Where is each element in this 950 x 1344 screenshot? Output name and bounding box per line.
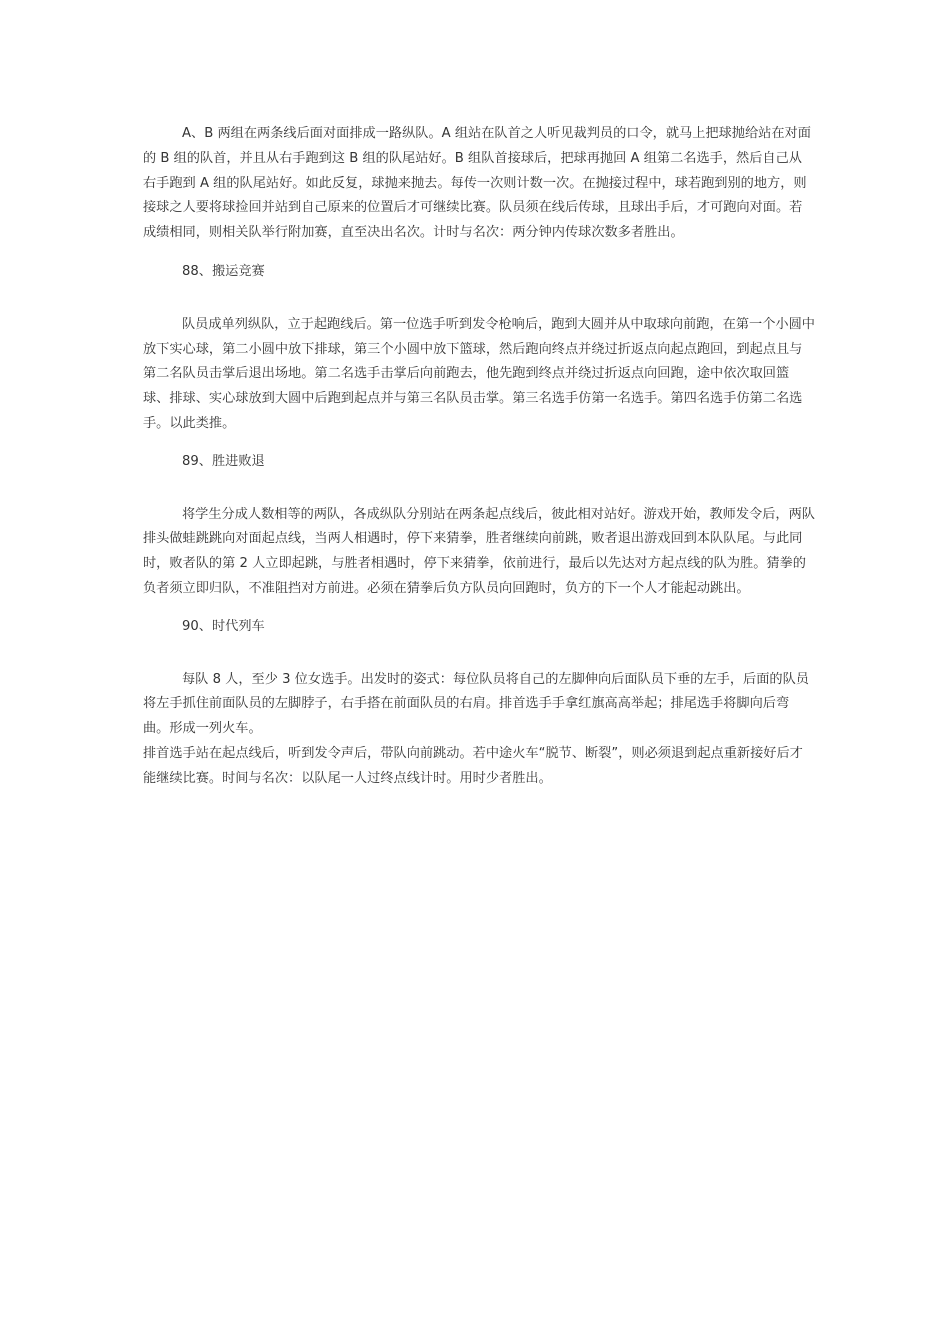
section-heading-89: 89、胜进败退 bbox=[182, 453, 265, 469]
paragraph-relay-throw: A、B 两组在两条线后面对面排成一路纵队。A 组站在队首之人听见裁判员的口令，就马上把球抛给站在对面的 B 组的队首，并且从右手跑到这 B 组的队尾站好。B 组队首接球后，把球再抛回 A 组第二名选手，然后自己从右手跑到 A 组的队尾站好。如此反复，球抛来抛去。每传一次则计数一次。在抛接过程中，球若跑到别的地方，则接球之人要将球捡回并站到自己原来的位置后才可继续比赛。队员须在线后传球，且球出手后，才可跑向对面。若成绩相同，则相关队举行附加赛，直至决出名次。计时与名次：两分钟内传球次数多者胜出。 bbox=[143, 126, 811, 241]
paragraph-carry-race: 队员成单列纵队，立于起跑线后。第一位选手听到发令枪响后，跑到大圆并从中取球向前跑，在第一个小圆中放下实心球，第二小圆中放下排球，第三个小圆中放下篮球，然后跑向终点并绕过折返点向起点跑回，到起点且与第二名队员击掌后退出场地。第二名选手击掌后向前跑去，他先跑到终点并绕过折返点向回跑，途中依次取回篮球、排球、实心球放到大圆中后跑到起点并与第三名队员击掌。第三名选手仿第一名选手。第四名选手仿第二名选手。以此类推。 bbox=[143, 316, 815, 431]
paragraph-train-rules: 排首选手站在起点线后，听到发令声后，带队向前跳动。若中途火车“脱节、断裂”，则必须退到起点重新接好后才能继续比赛。时间与名次：以队尾一人过终点线计时。用时少者胜出。 bbox=[143, 745, 803, 786]
paragraph-win-advance: 将学生分成人数相等的两队，各成纵队分别站在两条起点线后，彼此相对站好。游戏开始，教师发令后，两队排头做蛙跳跳向对面起点线，当两人相遇时，停下来猜拳，胜者继续向前跳，败者退出游戏回到本队队尾。与此同时，败者队的第 2 人立即起跳，与胜者相遇时，停下来猜拳，依前进行，最后以先达对方起点线的队为胜。猜拳的负者须立即归队，不准阻挡对方前进。必须在猜拳后负方队员向回跑时，负方的下一个人才能起动跳出。 bbox=[143, 506, 815, 596]
section-heading-90: 90、时代列车 bbox=[182, 618, 265, 634]
paragraph-train-setup: 每队 8 人，至少 3 位女选手。出发时的姿式：每位队员将自己的左脚伸向后面队员下垂的左手，后面的队员将左手抓住前面队员的左脚脖子，右手搭在前面队员的右肩。排首选手手拿红旗高高举起；排尾选手将脚向后弯曲。形成一列火车。 bbox=[143, 671, 809, 737]
document-body bbox=[143, 122, 815, 792]
section-heading-88: 88、搬运竞赛 bbox=[182, 263, 265, 279]
